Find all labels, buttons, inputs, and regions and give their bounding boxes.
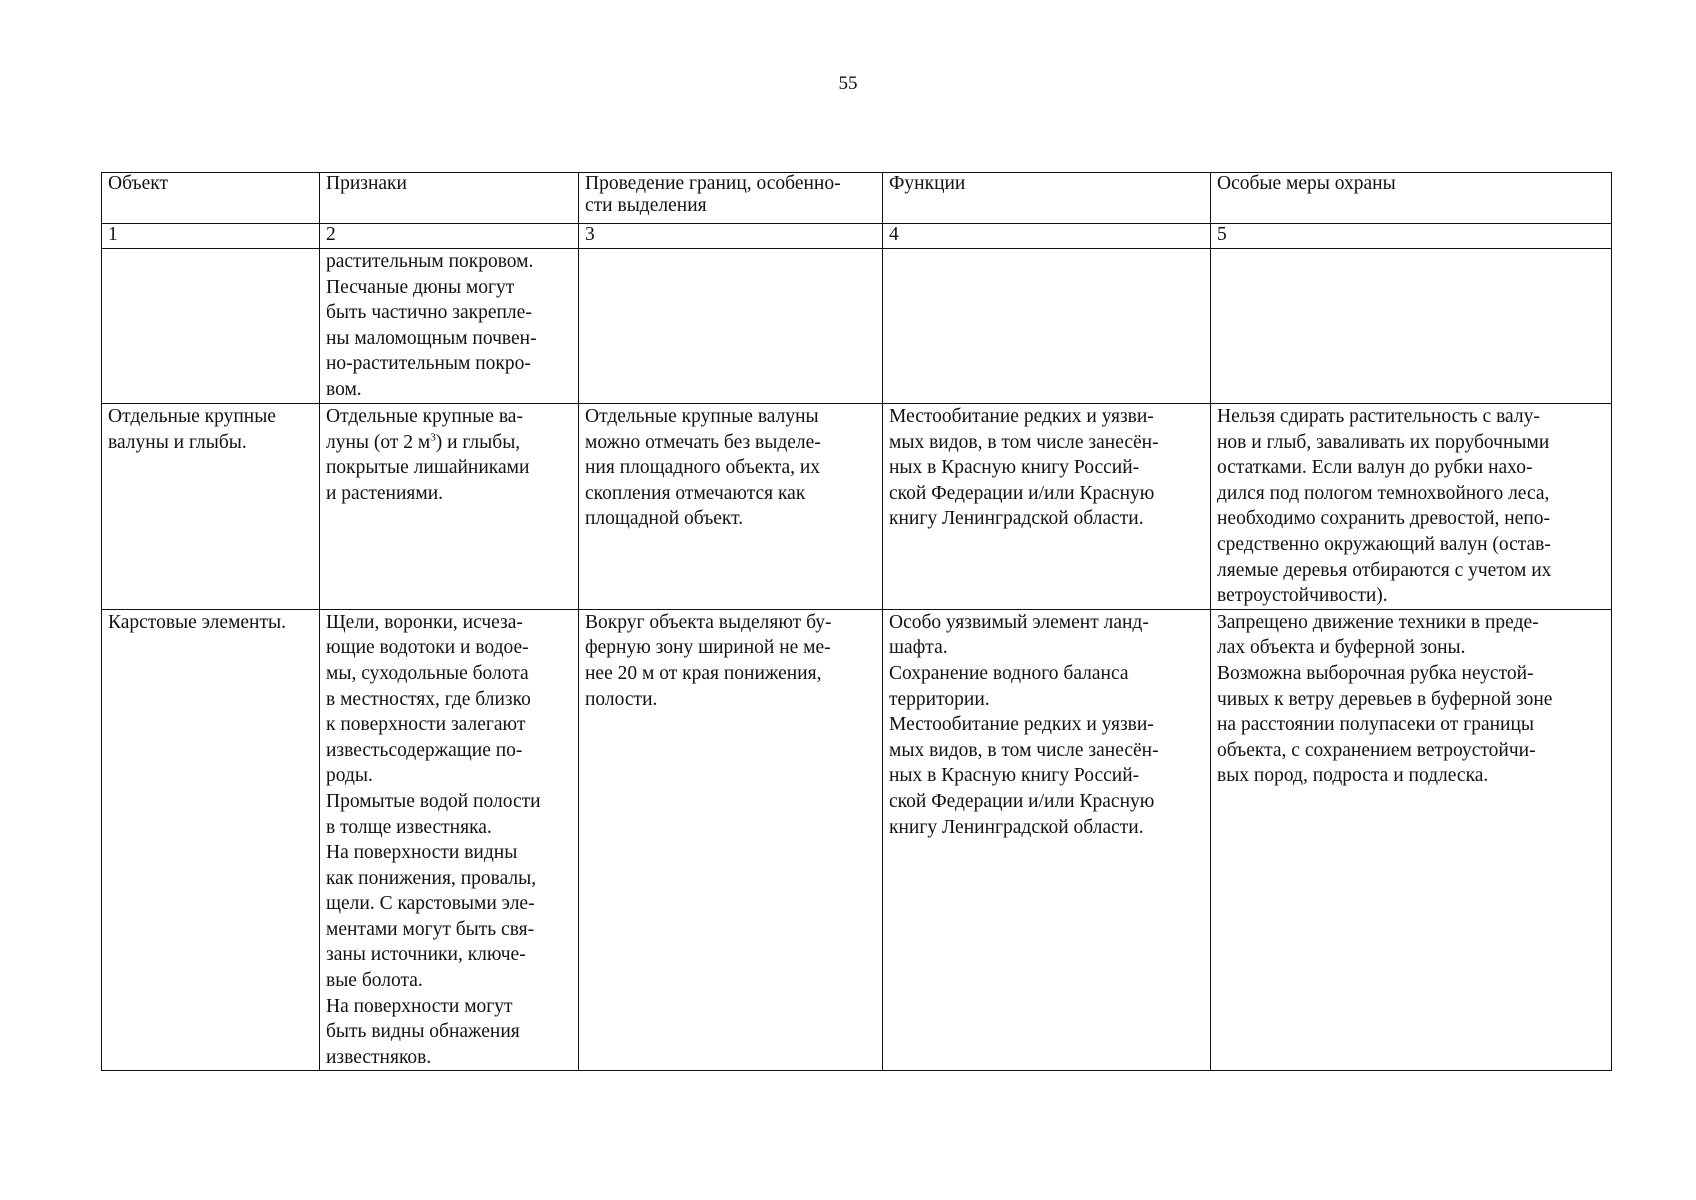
column-number-row: [102, 224, 1612, 249]
cell-functions: Особо уязвимый элемент ланд- шафта. Сохранение водного баланса территории. Местообитание редких и уязви- мых видов, в том числе занесён- ных в Красную книгу Россий- ской Федерации и/или Красную книгу Ленинградской области.: [883, 609, 1211, 1071]
signs-text-part: Отдельные крупные ва- луны (от 2 м: [326, 406, 523, 453]
page-number: 55: [838, 73, 858, 94]
column-header-functions: Функции: [883, 173, 1211, 224]
header-row: [102, 173, 1612, 224]
table-row: [102, 249, 1612, 404]
cell-object: [102, 249, 320, 404]
cell-borders: Отдельные крупные валуны можно отмечать без выделе- ния площадного объекта, их скопления отмечаются как площадной объект.: [579, 404, 883, 610]
cell-protection: Запрещено движение техники в преде- лах объекта и буферной зоны. Возможна выборочная рубка неустой- чивых к ветру деревьев в буферной зоне на расстоянии полупасеки от границы объекта, с сохранением ветроустойчи- вых пород, подроста и подлеска.: [1211, 609, 1612, 1071]
column-header-protection: Особые меры охраны: [1211, 173, 1612, 224]
superscript: 3: [430, 431, 436, 444]
signs-text-part: ) и глыбы, покрытые лишайниками и растениями.: [326, 431, 530, 504]
cell-signs: растительным покровом. Песчаные дюны могут быть частично закрепле- ны маломощным почвен- но-растительным покро- вом.: [320, 249, 579, 404]
cell-functions: Местообитание редких и уязви- мых видов, в том числе занесён- ных в Красную книгу Россий- ской Федерации и/или Красную книгу Ленинградской области.: [883, 404, 1211, 610]
protection-measures-table: [101, 172, 1612, 1071]
column-number: 1: [102, 224, 320, 249]
column-header-object: Объект: [102, 173, 320, 224]
column-number: 3: [579, 224, 883, 249]
column-number: 5: [1211, 224, 1612, 249]
cell-borders: [579, 249, 883, 404]
cell-signs: Щели, воронки, исчеза- ющие водотоки и водое- мы, суходольные болота в местностях, где близко к поверхности залегают известьсодержащие по- роды. Промытые водой полости в толще известняка. На поверхности видны как понижения, провалы, щели. С карстовыми эле- ментами могут быть свя- заны источники, ключе- вые болота. На поверхности могут быть видны обнажения известняков.: [320, 609, 579, 1071]
column-number: 2: [320, 224, 579, 249]
cell-object: Отдельные крупные валуны и глыбы.: [102, 404, 320, 610]
column-header-signs: Признаки: [320, 173, 579, 224]
column-header-borders: Проведение границ, особенно- сти выделения: [579, 173, 883, 224]
cell-object: Карстовые элементы.: [102, 609, 320, 1071]
cell-borders: Вокруг объекта выделяют бу- ферную зону шириной не ме- нее 20 м от края понижения, полости.: [579, 609, 883, 1071]
table-row: [102, 609, 1612, 1071]
cell-signs: [320, 404, 579, 610]
cell-protection: Нельзя сдирать растительность с валу- нов и глыб, заваливать их порубочными остатками. Если валун до рубки нахо- дился под пологом темнохвойного леса, необходимо сохранить древостой, непо- средственно окружающий валун (остав- ляемые деревья отбираются с учетом их ветроустойчивости).: [1211, 404, 1612, 610]
cell-functions: [883, 249, 1211, 404]
column-number: 4: [883, 224, 1211, 249]
cell-protection: [1211, 249, 1612, 404]
table-row: [102, 404, 1612, 610]
